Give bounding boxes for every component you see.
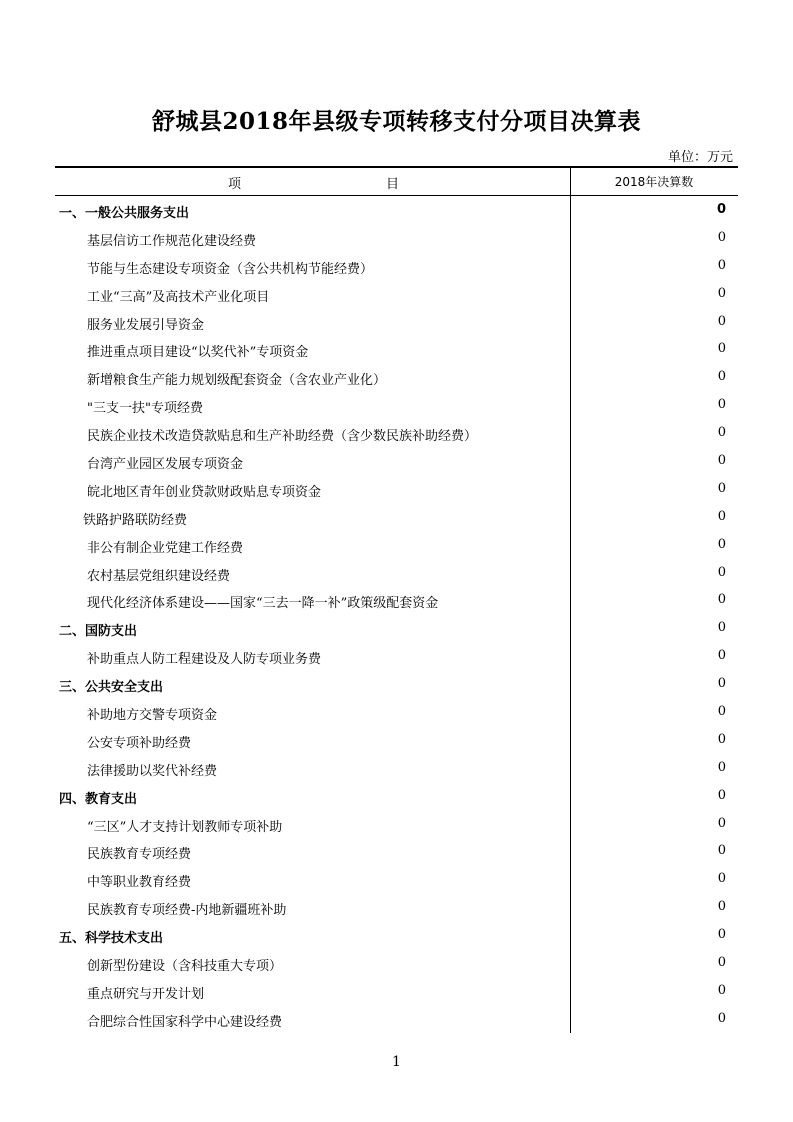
table-row <box>55 531 738 559</box>
category-row <box>55 921 738 949</box>
row-label: 皖北地区青年创业贷款财政贴息专项资金 <box>87 484 322 500</box>
row-amount: 0 <box>717 982 726 998</box>
table-row <box>55 419 738 447</box>
row-label: 农村基层党组织建设经费 <box>87 568 231 584</box>
row-label: 补助地方交警专项资金 <box>87 708 218 724</box>
row-label: 服务业发展引导资金 <box>87 317 205 333</box>
row-amount: 0 <box>717 564 726 580</box>
table-row <box>55 698 738 726</box>
row-amount: 0 <box>717 731 726 747</box>
row-label: 非公有制企业党建工作经费 <box>87 540 244 556</box>
table-row <box>55 949 738 977</box>
row-label: 中等职业教育经费 <box>87 875 192 891</box>
row-label: 基层信访工作规范化建设经费 <box>87 233 257 249</box>
row-amount: 0 <box>717 536 726 552</box>
row-label: 五、科学技术支出 <box>59 931 164 947</box>
table-top-rule <box>55 166 738 168</box>
table-body <box>55 196 738 1033</box>
table-row <box>55 977 738 1005</box>
table-row <box>55 447 738 475</box>
table-row <box>55 1005 738 1033</box>
table-row <box>55 308 738 336</box>
row-label: 三、公共安全支出 <box>59 680 164 696</box>
row-amount: 0 <box>717 620 726 636</box>
row-label: 二、国防支出 <box>59 624 138 640</box>
row-amount: 0 <box>717 341 726 357</box>
row-label: 推进重点项目建设“以奖代补”专项资金 <box>87 345 309 361</box>
table-row <box>55 335 738 363</box>
table-row <box>55 642 738 670</box>
category-row <box>55 782 738 810</box>
row-label: 四、教育支出 <box>59 791 138 807</box>
row-label: 民族教育专项经费 <box>87 847 192 863</box>
table-row <box>55 475 738 503</box>
row-amount: 0 <box>717 480 726 496</box>
row-label: 创新型份建设（含科技重大专项） <box>87 959 283 975</box>
table-row <box>55 503 738 531</box>
row-label: 合肥综合性国家科学中心建设经费 <box>87 1014 283 1030</box>
row-amount: 0 <box>717 787 726 803</box>
row-amount: 0 <box>717 425 726 441</box>
category-row <box>55 614 738 642</box>
row-label: 重点研究与开发计划 <box>87 986 205 1002</box>
row-label: “三区”人才支持计划教师专项补助 <box>87 819 283 835</box>
header-amount-label: 2018年决算数 <box>614 175 694 189</box>
header-item-label-a: 项 <box>228 177 242 192</box>
row-amount: 0 <box>717 508 726 524</box>
table-row <box>55 754 738 782</box>
category-row <box>55 196 738 224</box>
row-label: 补助重点人防工程建设及人防专项业务费 <box>87 652 322 668</box>
table-row <box>55 586 738 614</box>
row-label: 台湾产业园区发展专项资金 <box>87 457 244 473</box>
row-label: 法律援助以奖代补经费 <box>87 763 218 779</box>
table-row <box>55 280 738 308</box>
row-amount: 0 <box>717 648 726 664</box>
row-label: 铁路护路联防经费 <box>83 512 188 528</box>
header-item-label-b: 目 <box>386 177 400 192</box>
row-amount: 0 <box>717 704 726 720</box>
row-label: 现代化经济体系建设——国家“三去一降一补”政策级配套资金 <box>87 596 439 612</box>
row-amount: 0 <box>717 955 726 971</box>
table-row <box>55 363 738 391</box>
row-label: 公安专项补助经费 <box>87 735 192 751</box>
row-amount: 0 <box>717 257 726 273</box>
document-title: 舒城县2018年县级专项转移支付分项目决算表 <box>151 108 641 135</box>
unit-label: 单位：万元 <box>667 150 733 165</box>
row-label: 新增粮食生产能力规划级配套资金（含农业产业化） <box>87 373 387 389</box>
table-row <box>55 810 738 838</box>
row-label: 节能与生态建设专项资金（含公共机构节能经费） <box>87 261 374 277</box>
table-row <box>55 391 738 419</box>
page-number: 1 <box>392 1054 401 1070</box>
row-amount: 0 <box>717 1010 726 1026</box>
table-row <box>55 837 738 865</box>
table-row <box>55 726 738 754</box>
row-amount: 0 <box>717 927 726 943</box>
row-amount: 0 <box>717 843 726 859</box>
row-amount: 0 <box>717 229 726 245</box>
row-label: 工业“三高”及高技术产业化项目 <box>87 289 270 305</box>
row-amount: 0 <box>717 871 726 887</box>
row-amount: 0 <box>717 592 726 608</box>
row-amount: 0 <box>717 397 726 413</box>
row-amount: 0 <box>717 313 726 329</box>
row-amount: 0 <box>717 759 726 775</box>
row-label: 民族企业技术改造贷款贴息和生产补助经费（含少数民族补助经费） <box>87 429 478 445</box>
row-amount: 0 <box>717 676 726 692</box>
row-amount: 0 <box>717 899 726 915</box>
row-amount: 0 <box>716 202 726 217</box>
row-label: 民族教育专项经费-内地新疆班补助 <box>87 903 287 919</box>
row-amount: 0 <box>717 815 726 831</box>
row-amount: 0 <box>717 369 726 385</box>
table-row <box>55 893 738 921</box>
row-amount: 0 <box>717 285 726 301</box>
table-row <box>55 559 738 587</box>
table-row <box>55 224 738 252</box>
row-label: "三支一扶"专项经费 <box>87 401 203 417</box>
table-row <box>55 865 738 893</box>
row-label: 一、一般公共服务支出 <box>59 206 190 221</box>
row-amount: 0 <box>717 453 726 469</box>
table-row <box>55 252 738 280</box>
category-row <box>55 670 738 698</box>
